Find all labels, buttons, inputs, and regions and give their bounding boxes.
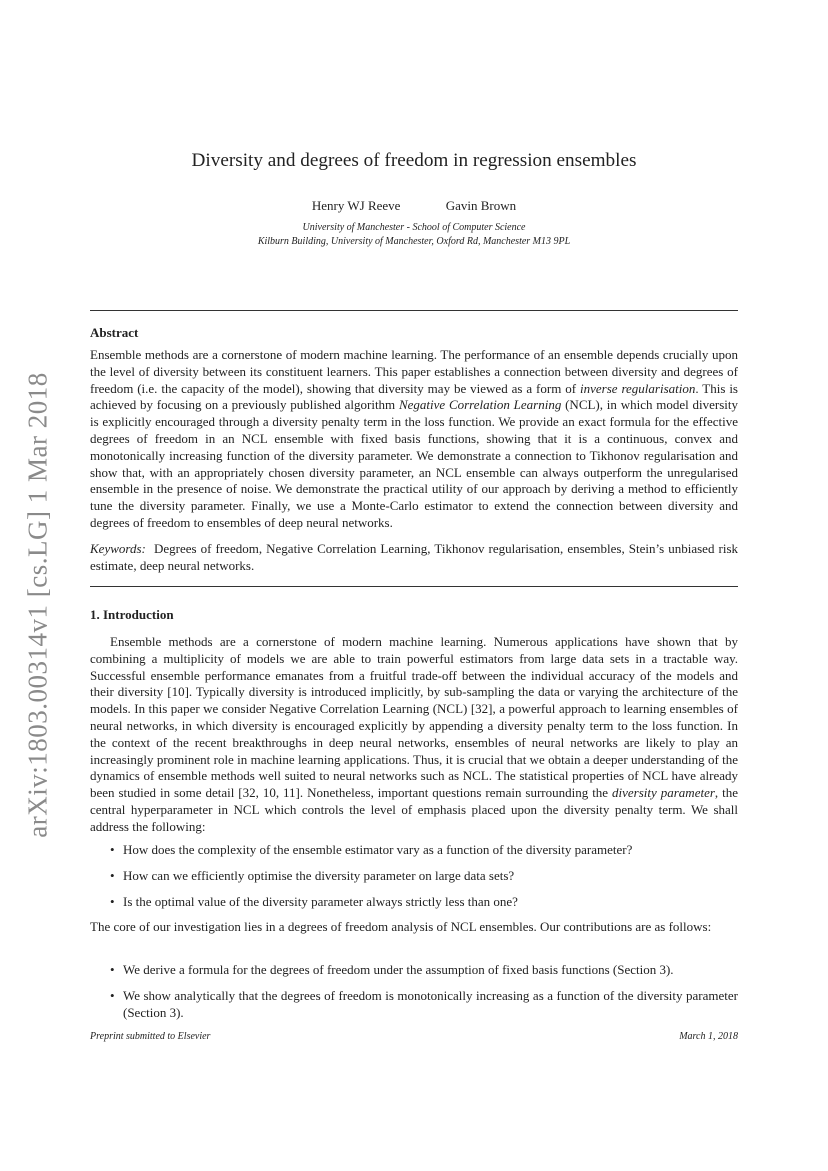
emphasis: diversity parameter [612, 785, 715, 801]
section-heading-introduction: 1. Introduction [90, 607, 174, 622]
bullet-icon: • [110, 842, 115, 857]
emphasis: Negative Correlation Learning [398, 397, 562, 413]
intro-paragraph: Ensemble methods are a cornerstone of modern machine learning. Numerous applications have shown that by combining a multiplicity of models we are able to train powerful estimators from large data sets in a tractable way. Successful ensemble performance emanates from a fruitful trade-off between the individual accuracy of the models and their diversity [10]. Typically diversity is introduced implicitly, by sub-sampling the data or varying the architecture of the models. In this paper we consider Negative Correlation Learning (NCL) [32], a powerful approach to learning ensembles of neural networks, in which diversity is encouraged explicitly by appending a diversity penalty term to the loss function. In the context of the recent breakthroughs in deep neural networks, ensembles of neural networks are likely to play an increasingly prominent role in machine learning applications. Thus, it is crucial that we obtain a deeper understanding of the dynamics of ensemble methods well suited to neural networks such as NCL. The statistical properties of NCL have already been studied in some detail [32, 10, 11]. Nonetheless, important questions remain surrounding the diversity parameter, the central hyperparameter in NCL which controls the level of emphasis placed upon the diversity penalty term. We shall address the following: [90, 634, 738, 834]
paper-title: Diversity and degrees of freedom in regression ensembles [191, 150, 637, 171]
bullet-item: • How can we efficiently optimise the diversity parameter on large data sets? [110, 868, 515, 883]
bullet-item: • How does the complexity of the ensemble estimator vary as a function of the diversity parameter? [110, 842, 633, 857]
affiliation-line: Kilburn Building, University of Manchester, Oxford Rd, Manchester M13 9PL [257, 236, 571, 247]
intro-paragraph: The core of our investigation lies in a degrees of freedom analysis of NCL ensembles. Our contributions are as follows: [90, 919, 712, 934]
bullet-item: • Is the optimal value of the diversity parameter always strictly less than one? [110, 894, 518, 909]
author-name: Gavin Brown [445, 198, 517, 213]
bullet-icon: • [110, 988, 115, 1003]
abstract-heading: Abstract [90, 325, 139, 340]
bullet-icon: • [110, 894, 115, 909]
author-list [90, 198, 738, 214]
divider [90, 586, 738, 587]
bullet-item: • We derive a formula for the degrees of freedom under the assumption of fixed basis functions (Section 3). [110, 962, 674, 977]
footer-date: March 1, 2018 [679, 1031, 738, 1042]
bullet-item: • We show analytically that the degrees of freedom is monotonically increasing as a function of the diversity parameter (Section 3). [110, 988, 738, 1020]
affiliation-line: University of Manchester - School of Computer Science [302, 222, 526, 233]
keywords [90, 541, 738, 575]
footer-preprint-note: Preprint submitted to Elsevier [90, 1031, 211, 1042]
keywords-text: Degrees of freedom, Negative Correlation Learning, Tikhonov regularisation, ensembles, Stein’s unbiased risk estimate, deep neural networks. [90, 541, 738, 573]
keywords-label: Keywords: [90, 541, 146, 556]
author-name: Henry WJ Reeve [311, 198, 401, 213]
divider [90, 310, 738, 311]
bullet-icon: • [110, 868, 115, 883]
bullet-icon: • [110, 962, 115, 977]
arxiv-identifier-stamp: arXiv:1803.00314v1 [cs.LG] 1 Mar 2018 [22, 372, 53, 838]
emphasis: inverse regularisation [579, 380, 696, 396]
abstract-text: Ensemble methods are a cornerstone of modern machine learning. The performance of an ensemble depends crucially upon the level of diversity between its constituent learners. This paper establishes a connection between diversity and degrees of freedom (i.e. the capacity of the model), showing that diversity may be viewed as a form of inverse regularisation. This is achieved by focusing on a previously published algorithm Negative Correlation Learning (NCL), in which model diversity is explicitly encouraged through a diversity penalty term in the loss function. We provide an exact formula for the effective degrees of freedom in an NCL ensemble with fixed basis functions, showing that it is a continuous, convex and monotonically increasing function of the diversity parameter. We demonstrate a connection to Tikhonov regularisation and show that, with an appropriately chosen diversity parameter, an NCL ensemble can always outperform the unregularised ensemble in the presence of noise. We demonstrate the practical utility of our approach by deriving a method to efficiently tune the diversity parameter. Finally, we use a Monte-Carlo estimator to extend the connection between diversity and degrees of freedom to ensembles of deep neural networks. [90, 347, 739, 530]
